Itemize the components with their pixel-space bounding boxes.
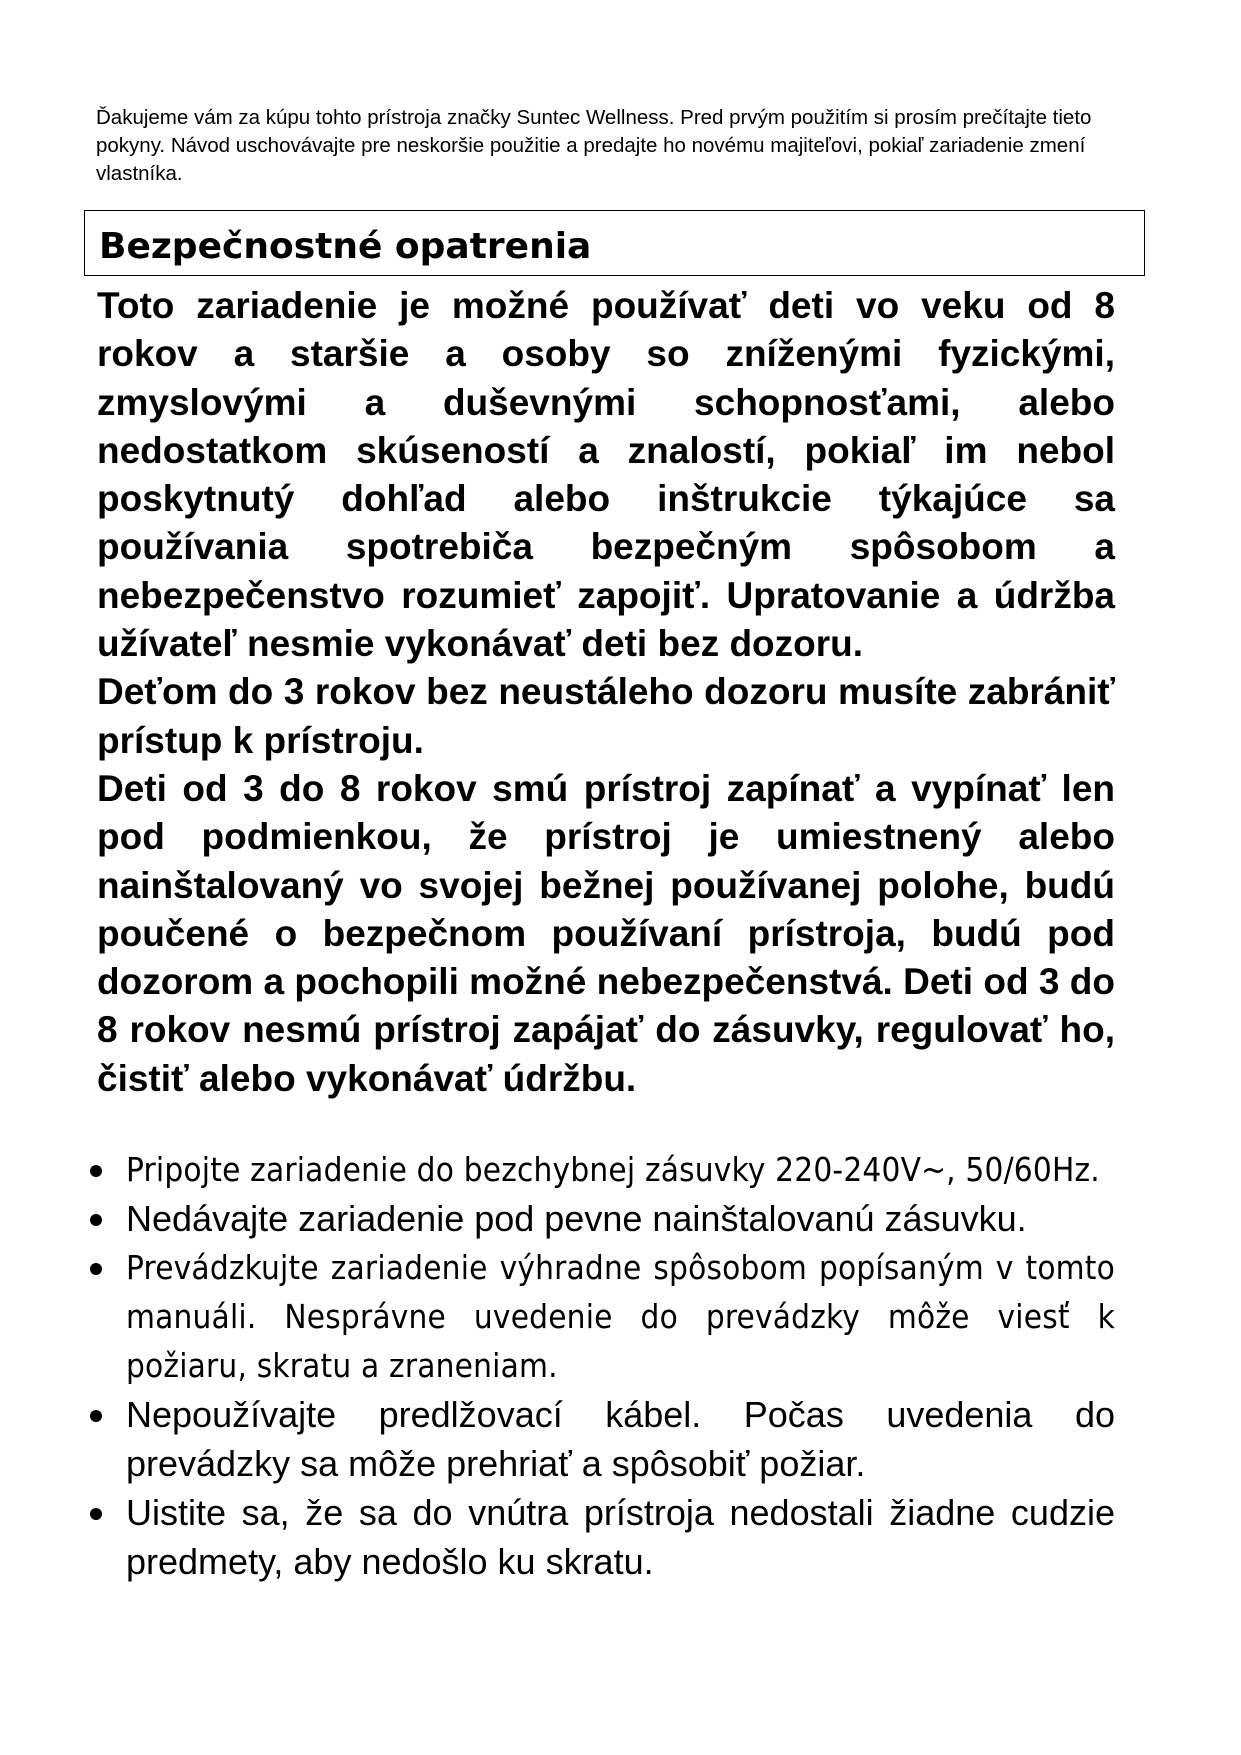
list-item-text: Pripojte zariadenie do bezchybnej zásuvky 220-240V~, 50/60Hz. (126, 1150, 1100, 1189)
list-item-text: Nepoužívajte predlžovací kábel. Počas uvedenia do prevádzky sa môže prehriať a spôsobiť požiar. (126, 1394, 1115, 1484)
list-item (88, 1145, 1115, 1194)
list-item (88, 1194, 1115, 1243)
list-item-text: Uistite sa, že sa do vnútra prístroja nedostali žiadne cudzie predmety, aby nedošlo ku skratu. (126, 1492, 1115, 1582)
bullet-icon (90, 1214, 102, 1226)
safety-warning-block (97, 282, 1115, 1103)
list-item (88, 1390, 1115, 1488)
section-title: Bezpečnostné opatrenia (99, 226, 592, 267)
safety-instructions-list (88, 1145, 1115, 1586)
intro-text: Ďakujeme vám za kúpu tohto prístroja značky Suntec Wellness. Pred prvým použitím si prosím prečítajte tieto pokyny. Návod uschovávajte pre neskoršie použitie a predajte ho novému majiteľovi, pokiaľ zariadenie zmení vlastníka. (96, 106, 1092, 185)
bullet-icon (90, 1508, 102, 1520)
warning-paragraph-1: Toto zariadenie je možné používať deti vo veku od 8 rokov a staršie a osoby so zníženými fyzickými, zmyslovými a duševnými schopnosťami, alebo nedostatkom skúseností a znalostí, pokiaľ im nebol poskytnutý dohľad alebo inštrukcie týkajúce sa používania spotrebiča bezpečným spôsobom a nebezpečenstvo rozumieť zapojiť. Upratovanie a údržba užívateľ nesmie vykonávať deti bez dozoru. (97, 285, 1115, 665)
list-item-text: Nedávajte zariadenie pod pevne nainštalovanú zásuvku. (126, 1198, 1027, 1239)
list-item (88, 1243, 1115, 1390)
bullet-icon (90, 1165, 102, 1177)
bullet-icon (90, 1263, 102, 1275)
bullet-icon (90, 1410, 102, 1422)
list-item-text: Prevádzkujte zariadenie výhradne spôsobom popísaným v tomto manuáli. Nesprávne uvedenie do prevádzky môže viesť k požiaru, skratu a zraneniam. (126, 1248, 1115, 1385)
warning-paragraph-3: Deti od 3 do 8 rokov smú prístroj zapínať a vypínať len pod podmienkou, že prístroj je umiestnený alebo nainštalovaný vo svojej bežnej používanej polohe, budú poučené o bezpečnom používaní prístroja, budú pod dozorom a pochopili možné nebezpečenstvá. Deti od 3 do 8 rokov nesmú prístroj zapájať do zásuvky, regulovať ho, čistiť alebo vykonávať údržbu. (97, 767, 1115, 1099)
warning-paragraph-2: Deťom do 3 rokov bez neustáleho dozoru musíte zabrániť prístup k prístroju. (97, 671, 1115, 761)
list-item (88, 1488, 1115, 1586)
section-heading-box (84, 210, 1145, 276)
